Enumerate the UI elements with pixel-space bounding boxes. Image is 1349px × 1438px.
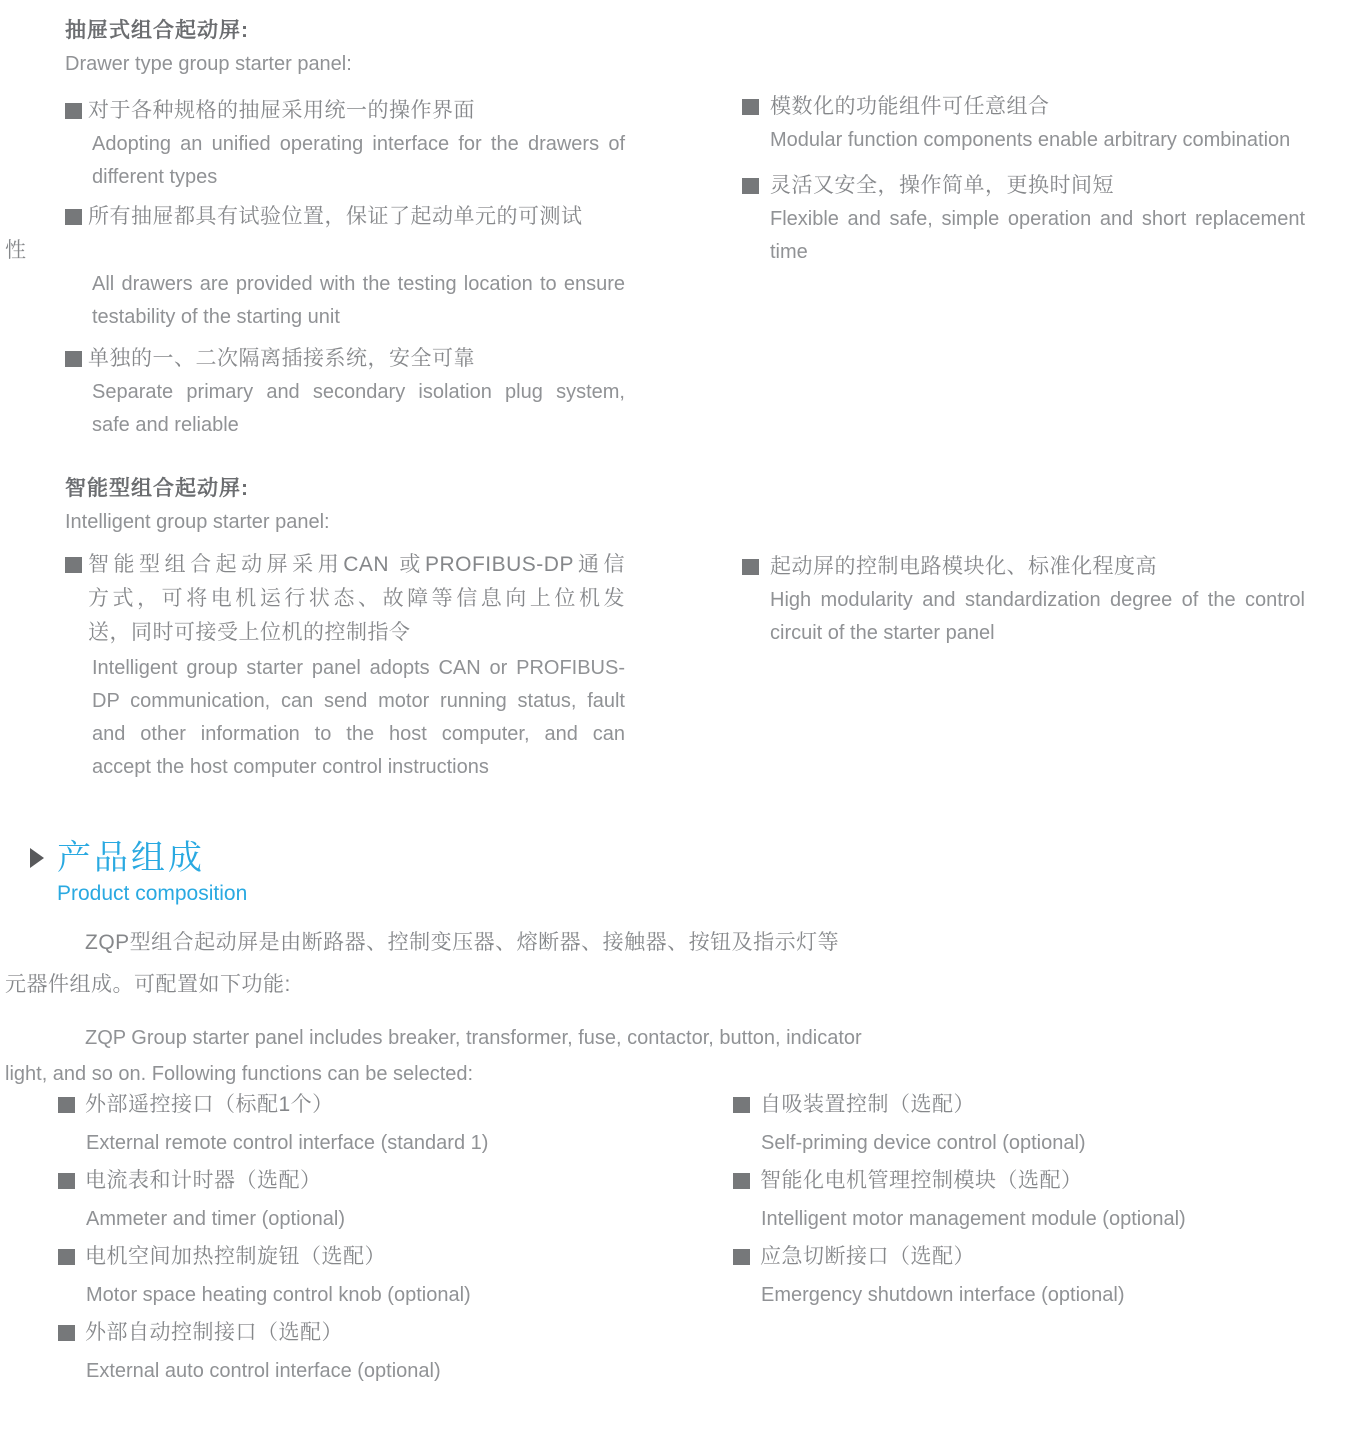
feature-en-line: Flexible and safe, simple operation and short replacement (770, 208, 1305, 230)
feature-cn-line: 方式，可将电机运行状态、故障等信息向上位机发 (88, 587, 625, 610)
feature-item (742, 169, 1305, 269)
section-heading-en: Intelligent group starter panel: (65, 511, 330, 533)
paragraph-en-line: ZQP Group starter panel includes breaker, transformer, fuse, contactor, button, indicator (85, 1027, 862, 1049)
function-cn-text: 外部自动控制接口（选配） (85, 1321, 343, 1344)
feature-item (65, 548, 625, 784)
feature-item (5, 200, 625, 334)
square-bullet-icon (742, 99, 759, 115)
list-item (733, 1086, 1308, 1162)
feature-en-line: Adopting an unified operating interface for the drawers of (92, 133, 625, 155)
feature-cn-line: 送，同时可接受上位机的控制指令 (88, 621, 411, 644)
function-cn-text: 外部遥控接口（标配1个） (85, 1093, 334, 1116)
composition-title-en: Product composition (57, 882, 248, 905)
function-en-text: Ammeter and timer (optional) (86, 1208, 345, 1230)
feature-item (65, 342, 625, 442)
square-bullet-icon (65, 103, 82, 119)
feature-en-line: High modularity and standardization degree of the control (770, 589, 1305, 611)
section-intelligent-right-column (742, 550, 1305, 650)
function-en-text: External auto control interface (optional) (86, 1360, 441, 1382)
function-en-text: Emergency shutdown interface (optional) (761, 1284, 1125, 1306)
feature-en-line: accept the host computer control instructions (92, 756, 489, 778)
feature-en-line: All drawers are provided with the testing location to ensure (92, 273, 625, 295)
square-bullet-icon (58, 1173, 75, 1189)
feature-cn-text: 起动屏的控制电路模块化、标准化程度高 (770, 555, 1157, 578)
square-bullet-icon (733, 1249, 750, 1265)
feature-en-line: and other information to the host computer, and can (92, 723, 625, 745)
feature-item (65, 94, 625, 194)
function-en-text: Self-priming device control (optional) (761, 1132, 1086, 1154)
square-bullet-icon (65, 209, 82, 225)
feature-cn-overflow-text: 性 (5, 239, 26, 262)
feature-en-line: safe and reliable (92, 414, 239, 436)
square-bullet-icon (742, 559, 759, 575)
section-drawer-type-left-column (5, 18, 625, 442)
section-intelligent-left-column (65, 476, 625, 784)
square-bullet-icon (58, 1249, 75, 1265)
feature-en-line: circuit of the starter panel (770, 622, 995, 644)
square-bullet-icon (733, 1173, 750, 1189)
feature-en-line: different types (92, 166, 218, 188)
feature-item (742, 550, 1305, 650)
function-cn-text: 电流表和计时器（选配） (85, 1169, 322, 1192)
function-cn-text: 应急切断接口（选配） (760, 1245, 975, 1268)
list-item (733, 1162, 1308, 1238)
function-en-text: External remote control interface (standard 1) (86, 1132, 489, 1154)
list-item (58, 1086, 628, 1162)
list-item (58, 1238, 628, 1314)
right-triangle-icon (30, 848, 44, 868)
list-item (733, 1238, 1308, 1314)
square-bullet-icon (65, 351, 82, 367)
feature-cn-text: 所有抽屉都具有试验位置，保证了起动单元的可测试 (88, 205, 583, 228)
feature-cn-text: 单独的一、二次隔离插接系统，安全可靠 (88, 347, 475, 370)
feature-en-line: Separate primary and secondary isolation plug system, (92, 381, 625, 403)
paragraph-en-line: light, and so on. Following functions can be selected: (5, 1063, 474, 1085)
section-heading-cn: 智能型组合起动屏: (65, 477, 249, 500)
feature-en-line: Intelligent group starter panel adopts CAN or PROFIBUS- (92, 657, 625, 679)
section-heading-cn: 抽屉式组合起动屏: (65, 19, 249, 42)
feature-cn-text: 对于各种规格的抽屉采用统一的操作界面 (88, 99, 475, 122)
square-bullet-icon (742, 178, 759, 194)
function-cn-text: 智能化电机管理控制模块（选配） (760, 1169, 1083, 1192)
square-bullet-icon (58, 1325, 75, 1341)
square-bullet-icon (65, 557, 82, 573)
function-list-right (733, 1086, 1308, 1314)
function-list-left (58, 1086, 628, 1390)
composition-title-cn: 产品组成 (57, 839, 205, 877)
feature-en-line: DP communication, can send motor running status, fault (92, 690, 625, 712)
list-item (58, 1162, 628, 1238)
composition-title-block (30, 838, 247, 907)
list-item (58, 1314, 628, 1390)
square-bullet-icon (58, 1097, 75, 1113)
feature-en-line: Modular function components enable arbitrary combination (770, 129, 1291, 151)
paragraph-cn-line: 元器件组成。可配置如下功能: (5, 973, 291, 996)
feature-en-line: testability of the starting unit (92, 306, 340, 328)
paragraph-cn-line: ZQP型组合起动屏是由断路器、控制变压器、熔断器、接触器、按钮及指示灯等 (85, 931, 840, 954)
function-cn-text: 自吸装置控制（选配） (760, 1093, 975, 1116)
function-en-text: Intelligent motor management module (optional) (761, 1208, 1186, 1230)
square-bullet-icon (733, 1097, 750, 1113)
section-drawer-type-right-column (742, 90, 1305, 269)
function-cn-text: 电机空间加热控制旋钮（选配） (85, 1245, 386, 1268)
feature-cn-text: 模数化的功能组件可任意组合 (770, 95, 1050, 118)
composition-paragraph (5, 922, 935, 1092)
function-en-text: Motor space heating control knob (optional) (86, 1284, 471, 1306)
section-heading-en: Drawer type group starter panel: (65, 53, 352, 75)
feature-cn-text: 灵活又安全，操作简单，更换时间短 (770, 174, 1114, 197)
feature-en-line: time (770, 241, 808, 263)
feature-cn-line: 智能型组合起动屏采用CAN 或PROFIBUS-DP通信 (88, 553, 625, 576)
feature-item (742, 90, 1305, 157)
